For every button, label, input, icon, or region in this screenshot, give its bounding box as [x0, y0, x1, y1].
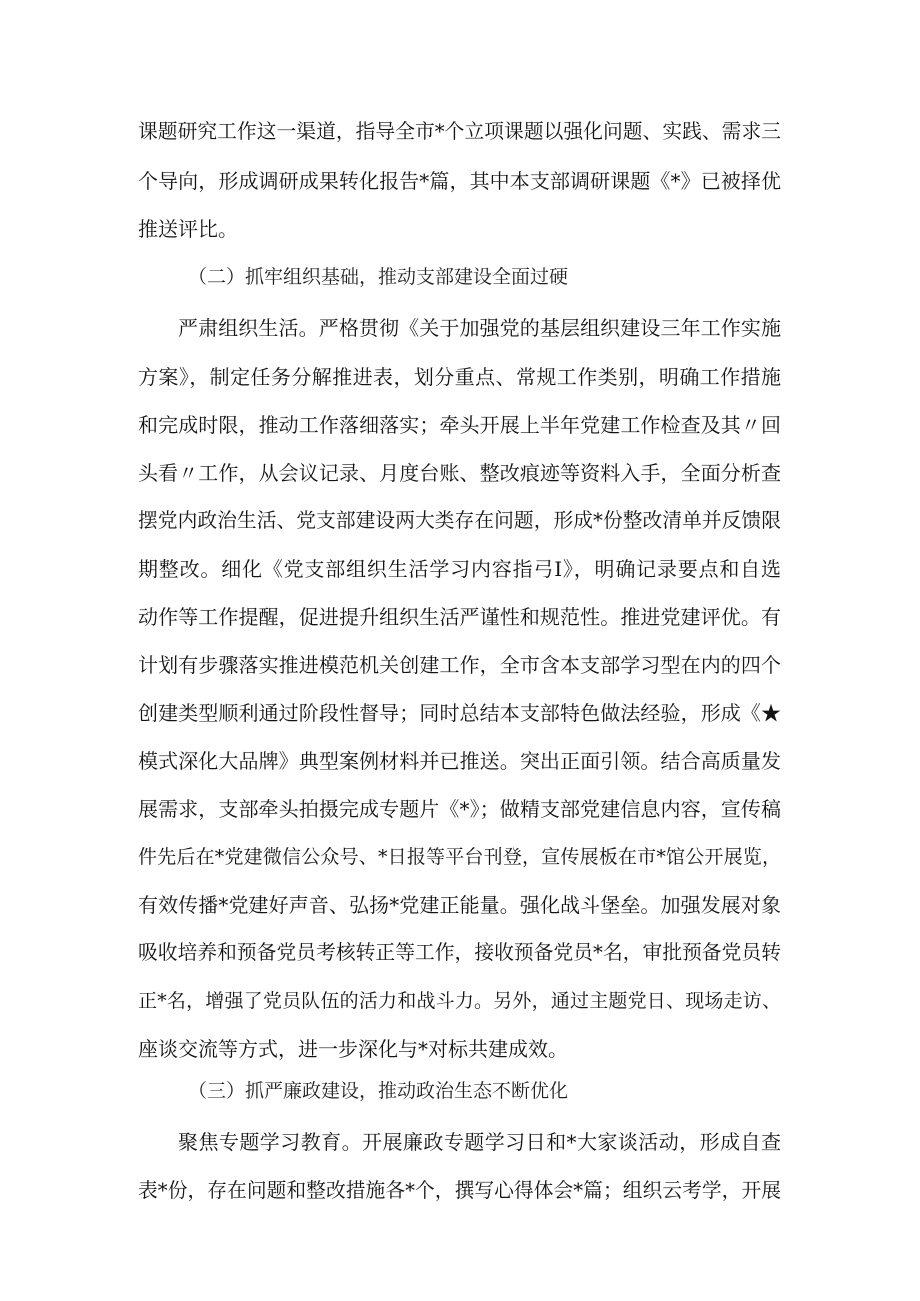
- paragraph-line: 动作等工作提醒，促进提升组织生活严谨性和规范性。推进党建评优。有: [138, 605, 781, 629]
- section-heading: （三）抓严廉政建设，推动政治生态不断优化: [188, 1080, 569, 1102]
- paragraph-line: 头看〃工作，从会议记录、月度台账、整改痕迹等资料入手，全面分析查: [138, 461, 781, 485]
- paragraph-line: 方案》，制定任务分解推进表，划分重点、常规工作类别，明确工作措施: [138, 365, 781, 389]
- paragraph-line: 创建类型顺利通过阶段性督导；同时总结本支部特色做法经验，形成《★: [138, 701, 781, 725]
- paragraph-line: 件先后在*党建微信公众号、*日报等平台刊登，宣传展板在市*馆公开展览，: [138, 846, 781, 868]
- section-heading: （二）抓牢组织基础，推动支部建设全面过硬: [188, 266, 569, 288]
- paragraph-line: 有效传播*党建好声音、弘扬*党建正能量。强化战斗堡垒。加强发展对象: [138, 893, 781, 917]
- paragraph-line: 计划有步骤落实推进模范机关创建工作，全市含本支部学习型在内的四个: [138, 653, 781, 677]
- paragraph-line: 表*份，存在问题和整改措施各*个，撰写心得体会*篇；组织云考学，开展: [138, 1179, 781, 1202]
- paragraph-line: 聚焦专题学习教育。开展廉政专题学习日和*大家谈活动，形成自查: [178, 1130, 781, 1154]
- paragraph-line: 座谈交流等方式，进一步深化与*对标共建成效。: [138, 1037, 568, 1061]
- paragraph-line: 课题研究工作这一渠道，指导全市*个立项课题以强化问题、实践、需求三: [138, 120, 781, 143]
- paragraph-line: 模式深化大品牌》典型案例材料并已推送。突出正面引领。结合高质量发: [138, 749, 781, 773]
- paragraph-line: 严肃组织生活。严格贯彻《关于加强党的基层组织建设三年工作实施: [178, 316, 781, 340]
- paragraph-line: 推送评比。: [138, 217, 238, 241]
- paragraph-line: 和完成时限，推动工作落细落实；牵头开展上半年党建工作检查及其〃回: [138, 413, 781, 437]
- paragraph-line: 期整改。细化《党支部组织生活学习内容指弓I》，明确记录要点和自选: [138, 557, 781, 581]
- paragraph-line: 正*名，增强了党员队伍的活力和战斗力。另外，通过主题党日、现场走访、: [138, 990, 781, 1012]
- paragraph-line: 个导向，形成调研成果转化报告*篇，其中本支部调研课题《*》已被择优: [138, 169, 781, 193]
- paragraph-line: 展需求，支部牵头拍摄完成专题片《*》；做精支部党建信息内容，宣传稿: [138, 797, 781, 821]
- paragraph-line: 摆党内政治生活、党支部建设两大类存在问题，形成*份整改清单并反馈限: [138, 509, 781, 532]
- paragraph-line: 吸收培养和预备党员考核转正等工作，接收预备党员*名，审批预备党员转: [138, 941, 781, 964]
